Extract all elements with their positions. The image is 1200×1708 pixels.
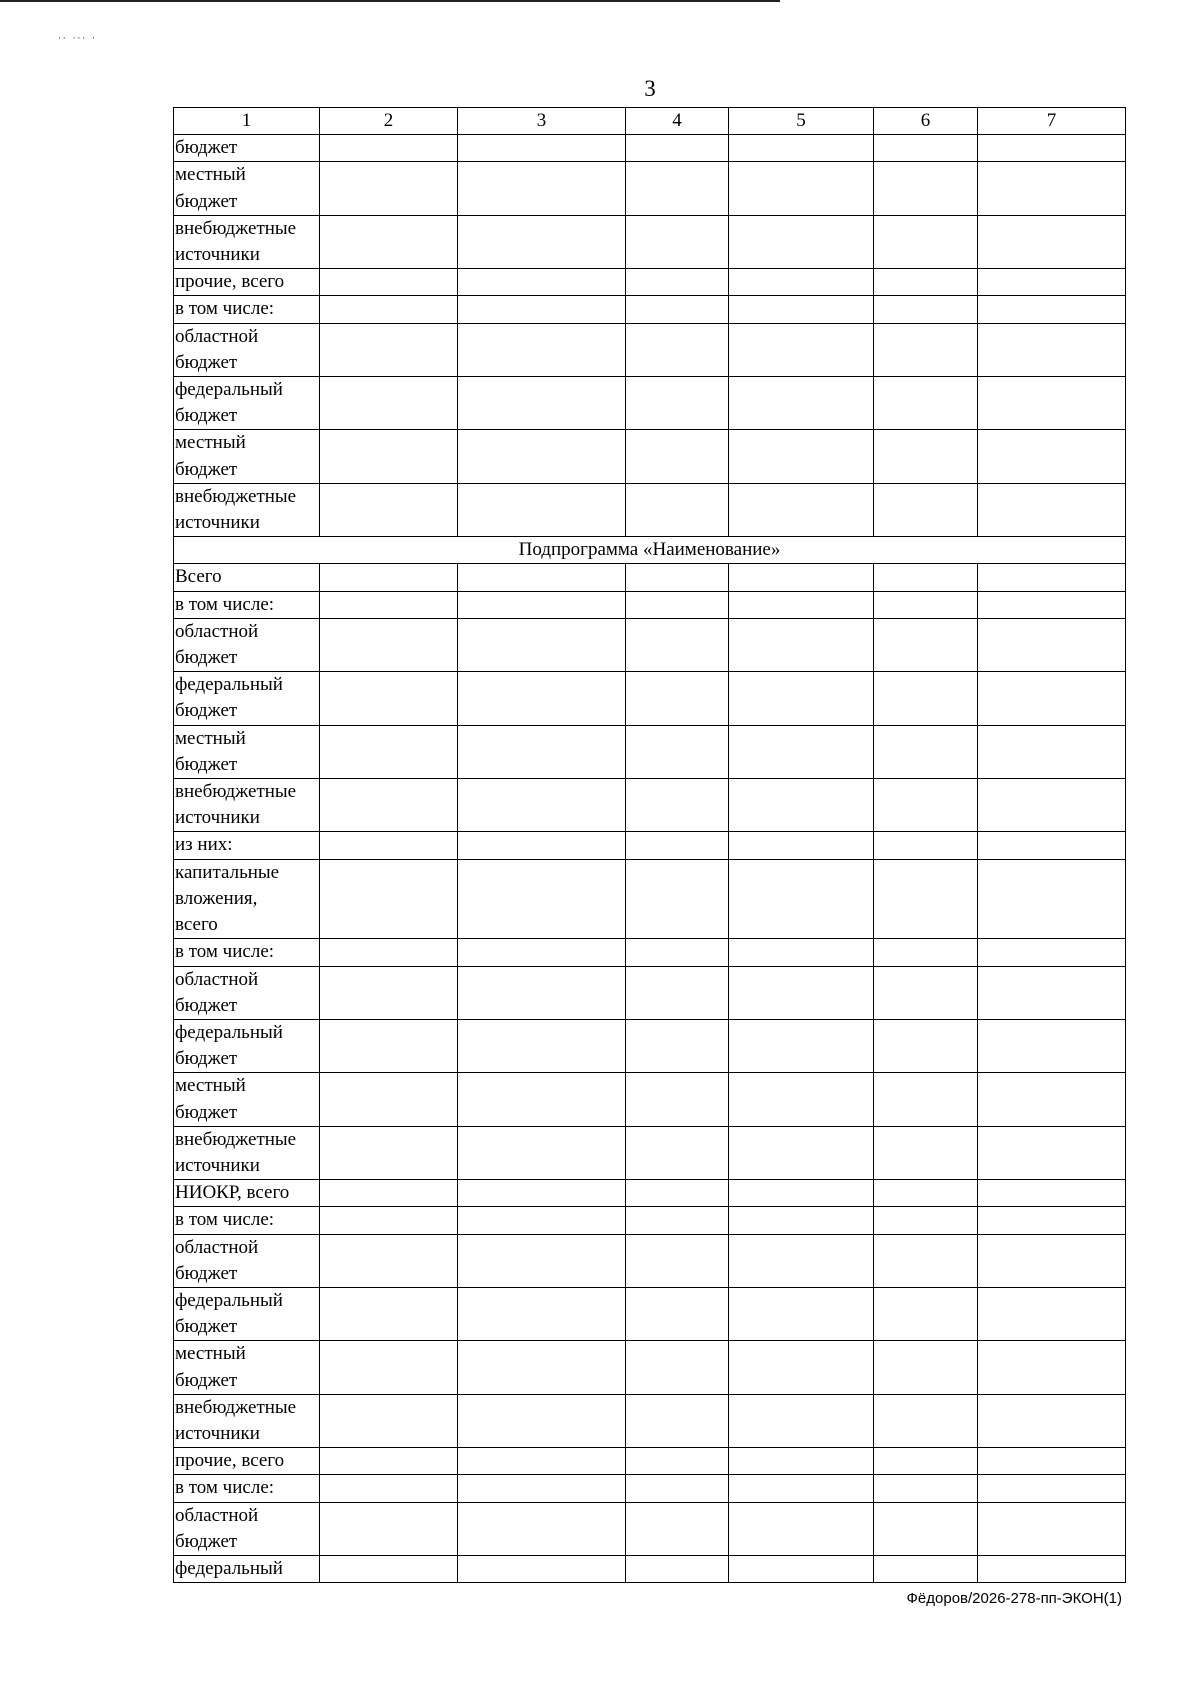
empty-cell bbox=[978, 1126, 1126, 1179]
table-row bbox=[174, 430, 1126, 483]
table-row bbox=[174, 135, 1126, 162]
empty-cell bbox=[626, 269, 729, 296]
table-row bbox=[174, 939, 1126, 966]
empty-cell bbox=[626, 483, 729, 536]
empty-cell bbox=[458, 162, 626, 215]
empty-cell bbox=[729, 296, 874, 323]
empty-cell bbox=[874, 1019, 978, 1072]
table-row bbox=[174, 672, 1126, 725]
row-label: федеральный бюджет bbox=[174, 377, 320, 430]
table-row bbox=[174, 1234, 1126, 1287]
empty-cell bbox=[458, 430, 626, 483]
empty-cell bbox=[729, 323, 874, 376]
empty-cell bbox=[626, 1287, 729, 1340]
empty-cell bbox=[729, 564, 874, 591]
empty-cell bbox=[978, 1073, 1126, 1126]
row-label: прочие, всего bbox=[174, 269, 320, 296]
empty-cell bbox=[978, 779, 1126, 832]
empty-cell bbox=[320, 966, 458, 1019]
row-label: областной бюджет bbox=[174, 966, 320, 1019]
row-label: НИОКР, всего bbox=[174, 1180, 320, 1207]
empty-cell bbox=[729, 779, 874, 832]
empty-cell bbox=[320, 1180, 458, 1207]
empty-cell bbox=[320, 1341, 458, 1394]
column-header: 4 bbox=[626, 108, 729, 135]
empty-cell bbox=[874, 1126, 978, 1179]
empty-cell bbox=[729, 162, 874, 215]
row-label: внебюджетные источники bbox=[174, 779, 320, 832]
empty-cell bbox=[978, 1448, 1126, 1475]
empty-cell bbox=[320, 1073, 458, 1126]
empty-cell bbox=[729, 1502, 874, 1555]
empty-cell bbox=[729, 966, 874, 1019]
empty-cell bbox=[458, 725, 626, 778]
empty-cell bbox=[320, 269, 458, 296]
empty-cell bbox=[729, 1234, 874, 1287]
table-row bbox=[174, 296, 1126, 323]
empty-cell bbox=[626, 430, 729, 483]
empty-cell bbox=[626, 1341, 729, 1394]
empty-cell bbox=[320, 779, 458, 832]
empty-cell bbox=[978, 1234, 1126, 1287]
row-label: федеральный бюджет bbox=[174, 1019, 320, 1072]
empty-cell bbox=[729, 1126, 874, 1179]
row-label: местный бюджет bbox=[174, 162, 320, 215]
empty-cell bbox=[320, 296, 458, 323]
empty-cell bbox=[458, 966, 626, 1019]
empty-cell bbox=[978, 1207, 1126, 1234]
empty-cell bbox=[978, 1555, 1126, 1582]
empty-cell bbox=[874, 1394, 978, 1447]
empty-cell bbox=[458, 1234, 626, 1287]
table-row bbox=[174, 1448, 1126, 1475]
empty-cell bbox=[874, 323, 978, 376]
empty-cell bbox=[458, 1502, 626, 1555]
empty-cell bbox=[874, 1207, 978, 1234]
row-label: бюджет bbox=[174, 135, 320, 162]
empty-cell bbox=[458, 1341, 626, 1394]
row-label: местный бюджет bbox=[174, 430, 320, 483]
empty-cell bbox=[320, 1394, 458, 1447]
empty-cell bbox=[874, 1234, 978, 1287]
table-row bbox=[174, 859, 1126, 939]
empty-cell bbox=[320, 939, 458, 966]
empty-cell bbox=[874, 1475, 978, 1502]
empty-cell bbox=[320, 1555, 458, 1582]
empty-cell bbox=[978, 725, 1126, 778]
empty-cell bbox=[729, 859, 874, 939]
empty-cell bbox=[626, 618, 729, 671]
table-row bbox=[174, 1502, 1126, 1555]
empty-cell bbox=[458, 1180, 626, 1207]
table-header-row bbox=[174, 108, 1126, 135]
row-label: в том числе: bbox=[174, 939, 320, 966]
empty-cell bbox=[458, 1555, 626, 1582]
empty-cell bbox=[320, 1207, 458, 1234]
empty-cell bbox=[626, 966, 729, 1019]
empty-cell bbox=[626, 725, 729, 778]
empty-cell bbox=[874, 672, 978, 725]
column-header: 1 bbox=[174, 108, 320, 135]
empty-cell bbox=[978, 1502, 1126, 1555]
empty-cell bbox=[626, 832, 729, 859]
table-row bbox=[174, 564, 1126, 591]
row-label: областной бюджет bbox=[174, 1234, 320, 1287]
row-label: федеральный бюджет bbox=[174, 672, 320, 725]
empty-cell bbox=[320, 1448, 458, 1475]
row-label: внебюджетные источники bbox=[174, 1394, 320, 1447]
empty-cell bbox=[626, 1180, 729, 1207]
empty-cell bbox=[874, 1502, 978, 1555]
column-header: 7 bbox=[978, 108, 1126, 135]
empty-cell bbox=[729, 1180, 874, 1207]
table-row bbox=[174, 269, 1126, 296]
empty-cell bbox=[729, 1341, 874, 1394]
empty-cell bbox=[626, 1555, 729, 1582]
empty-cell bbox=[458, 1019, 626, 1072]
empty-cell bbox=[729, 269, 874, 296]
empty-cell bbox=[978, 135, 1126, 162]
column-header: 5 bbox=[729, 108, 874, 135]
empty-cell bbox=[458, 1207, 626, 1234]
empty-cell bbox=[874, 1448, 978, 1475]
empty-cell bbox=[729, 1555, 874, 1582]
empty-cell bbox=[626, 939, 729, 966]
empty-cell bbox=[320, 591, 458, 618]
table-row bbox=[174, 618, 1126, 671]
empty-cell bbox=[978, 939, 1126, 966]
empty-cell bbox=[626, 1475, 729, 1502]
empty-cell bbox=[320, 618, 458, 671]
row-label: внебюджетные источники bbox=[174, 483, 320, 536]
empty-cell bbox=[874, 618, 978, 671]
column-header: 3 bbox=[458, 108, 626, 135]
empty-cell bbox=[874, 215, 978, 268]
empty-cell bbox=[320, 215, 458, 268]
table-row bbox=[174, 1180, 1126, 1207]
empty-cell bbox=[729, 135, 874, 162]
empty-cell bbox=[729, 618, 874, 671]
empty-cell bbox=[874, 779, 978, 832]
empty-cell bbox=[729, 1019, 874, 1072]
empty-cell bbox=[320, 832, 458, 859]
empty-cell bbox=[320, 1234, 458, 1287]
empty-cell bbox=[458, 215, 626, 268]
empty-cell bbox=[729, 832, 874, 859]
empty-cell bbox=[978, 1019, 1126, 1072]
row-label: из них: bbox=[174, 832, 320, 859]
empty-cell bbox=[626, 672, 729, 725]
empty-cell bbox=[729, 483, 874, 536]
row-label: областной бюджет bbox=[174, 1502, 320, 1555]
empty-cell bbox=[874, 591, 978, 618]
empty-cell bbox=[626, 215, 729, 268]
empty-cell bbox=[874, 430, 978, 483]
empty-cell bbox=[729, 672, 874, 725]
section-row bbox=[174, 537, 1126, 564]
table-row bbox=[174, 725, 1126, 778]
empty-cell bbox=[320, 483, 458, 536]
document-code: Фёдоров/2026-278-пп-ЭКОН(1) bbox=[906, 1590, 1122, 1607]
empty-cell bbox=[874, 966, 978, 1019]
empty-cell bbox=[458, 1394, 626, 1447]
row-label: в том числе: bbox=[174, 1207, 320, 1234]
table-row bbox=[174, 1287, 1126, 1340]
empty-cell bbox=[874, 377, 978, 430]
empty-cell bbox=[320, 430, 458, 483]
empty-cell bbox=[626, 296, 729, 323]
table-row bbox=[174, 779, 1126, 832]
table-row bbox=[174, 591, 1126, 618]
empty-cell bbox=[729, 1287, 874, 1340]
empty-cell bbox=[626, 564, 729, 591]
empty-cell bbox=[458, 377, 626, 430]
empty-cell bbox=[729, 377, 874, 430]
empty-cell bbox=[978, 832, 1126, 859]
empty-cell bbox=[874, 1180, 978, 1207]
empty-cell bbox=[320, 377, 458, 430]
empty-cell bbox=[458, 939, 626, 966]
empty-cell bbox=[729, 939, 874, 966]
empty-cell bbox=[978, 672, 1126, 725]
empty-cell bbox=[458, 591, 626, 618]
empty-cell bbox=[874, 832, 978, 859]
table-row bbox=[174, 162, 1126, 215]
empty-cell bbox=[626, 1502, 729, 1555]
empty-cell bbox=[729, 215, 874, 268]
empty-cell bbox=[874, 296, 978, 323]
row-label: областной бюджет bbox=[174, 323, 320, 376]
empty-cell bbox=[978, 1287, 1126, 1340]
table-row bbox=[174, 483, 1126, 536]
empty-cell bbox=[458, 323, 626, 376]
table-row bbox=[174, 1555, 1126, 1582]
empty-cell bbox=[458, 564, 626, 591]
empty-cell bbox=[874, 1073, 978, 1126]
row-label: областной бюджет bbox=[174, 618, 320, 671]
empty-cell bbox=[458, 859, 626, 939]
row-label: местный бюджет bbox=[174, 1073, 320, 1126]
empty-cell bbox=[729, 1394, 874, 1447]
empty-cell bbox=[626, 1019, 729, 1072]
empty-cell bbox=[626, 859, 729, 939]
row-label: в том числе: bbox=[174, 1475, 320, 1502]
empty-cell bbox=[978, 966, 1126, 1019]
empty-cell bbox=[978, 1475, 1126, 1502]
empty-cell bbox=[458, 672, 626, 725]
empty-cell bbox=[978, 296, 1126, 323]
empty-cell bbox=[458, 832, 626, 859]
empty-cell bbox=[874, 725, 978, 778]
empty-cell bbox=[978, 591, 1126, 618]
empty-cell bbox=[458, 296, 626, 323]
empty-cell bbox=[458, 483, 626, 536]
row-label: местный бюджет bbox=[174, 725, 320, 778]
empty-cell bbox=[320, 135, 458, 162]
empty-cell bbox=[729, 1475, 874, 1502]
empty-cell bbox=[978, 1394, 1126, 1447]
column-header: 6 bbox=[874, 108, 978, 135]
empty-cell bbox=[320, 1475, 458, 1502]
empty-cell bbox=[978, 618, 1126, 671]
empty-cell bbox=[729, 1207, 874, 1234]
empty-cell bbox=[978, 269, 1126, 296]
empty-cell bbox=[874, 859, 978, 939]
empty-cell bbox=[458, 1287, 626, 1340]
table-row bbox=[174, 966, 1126, 1019]
empty-cell bbox=[626, 1394, 729, 1447]
table-row bbox=[174, 832, 1126, 859]
table-row bbox=[174, 1126, 1126, 1179]
empty-cell bbox=[874, 135, 978, 162]
row-label: федеральный бюджет bbox=[174, 1287, 320, 1340]
empty-cell bbox=[729, 430, 874, 483]
empty-cell bbox=[458, 618, 626, 671]
table-row bbox=[174, 1341, 1126, 1394]
empty-cell bbox=[626, 323, 729, 376]
scan-top-edge-line bbox=[0, 0, 780, 2]
scan-mark: ·· ··· · bbox=[58, 34, 97, 44]
empty-cell bbox=[320, 1019, 458, 1072]
empty-cell bbox=[320, 564, 458, 591]
page-number: 3 bbox=[644, 76, 656, 101]
empty-cell bbox=[874, 1555, 978, 1582]
empty-cell bbox=[320, 1126, 458, 1179]
empty-cell bbox=[458, 135, 626, 162]
table-row bbox=[174, 1475, 1126, 1502]
row-label: в том числе: bbox=[174, 591, 320, 618]
empty-cell bbox=[626, 1234, 729, 1287]
empty-cell bbox=[626, 779, 729, 832]
empty-cell bbox=[626, 135, 729, 162]
empty-cell bbox=[626, 377, 729, 430]
empty-cell bbox=[874, 162, 978, 215]
empty-cell bbox=[320, 725, 458, 778]
row-label: внебюджетные источники bbox=[174, 215, 320, 268]
empty-cell bbox=[874, 564, 978, 591]
row-label: федеральный bbox=[174, 1555, 320, 1582]
empty-cell bbox=[320, 672, 458, 725]
empty-cell bbox=[874, 269, 978, 296]
row-label: местный бюджет bbox=[174, 1341, 320, 1394]
empty-cell bbox=[458, 779, 626, 832]
empty-cell bbox=[458, 1475, 626, 1502]
empty-cell bbox=[320, 1287, 458, 1340]
empty-cell bbox=[874, 483, 978, 536]
empty-cell bbox=[458, 1448, 626, 1475]
empty-cell bbox=[874, 1287, 978, 1340]
table-row bbox=[174, 1019, 1126, 1072]
budget-table bbox=[173, 107, 1126, 1583]
empty-cell bbox=[978, 1180, 1126, 1207]
empty-cell bbox=[320, 162, 458, 215]
column-header: 2 bbox=[320, 108, 458, 135]
empty-cell bbox=[729, 591, 874, 618]
row-label: капитальные вложения, всего bbox=[174, 859, 320, 939]
table-row bbox=[174, 323, 1126, 376]
empty-cell bbox=[978, 859, 1126, 939]
empty-cell bbox=[978, 1341, 1126, 1394]
empty-cell bbox=[874, 1341, 978, 1394]
empty-cell bbox=[978, 483, 1126, 536]
empty-cell bbox=[978, 323, 1126, 376]
empty-cell bbox=[729, 1073, 874, 1126]
empty-cell bbox=[626, 1126, 729, 1179]
empty-cell bbox=[320, 323, 458, 376]
empty-cell bbox=[626, 1073, 729, 1126]
row-label: в том числе: bbox=[174, 296, 320, 323]
empty-cell bbox=[458, 1126, 626, 1179]
table-row bbox=[174, 377, 1126, 430]
empty-cell bbox=[978, 564, 1126, 591]
empty-cell bbox=[626, 162, 729, 215]
empty-cell bbox=[729, 1448, 874, 1475]
empty-cell bbox=[626, 1448, 729, 1475]
empty-cell bbox=[458, 269, 626, 296]
empty-cell bbox=[978, 215, 1126, 268]
section-title: Подпрограмма «Наименование» bbox=[174, 537, 1126, 564]
empty-cell bbox=[874, 939, 978, 966]
row-label: прочие, всего bbox=[174, 1448, 320, 1475]
empty-cell bbox=[626, 591, 729, 618]
empty-cell bbox=[626, 1207, 729, 1234]
empty-cell bbox=[978, 162, 1126, 215]
row-label: Всего bbox=[174, 564, 320, 591]
empty-cell bbox=[320, 859, 458, 939]
empty-cell bbox=[978, 430, 1126, 483]
empty-cell bbox=[978, 377, 1126, 430]
empty-cell bbox=[729, 725, 874, 778]
table-row bbox=[174, 215, 1126, 268]
table-row bbox=[174, 1073, 1126, 1126]
table-row bbox=[174, 1394, 1126, 1447]
row-label: внебюджетные источники bbox=[174, 1126, 320, 1179]
empty-cell bbox=[458, 1073, 626, 1126]
empty-cell bbox=[320, 1502, 458, 1555]
table-row bbox=[174, 1207, 1126, 1234]
